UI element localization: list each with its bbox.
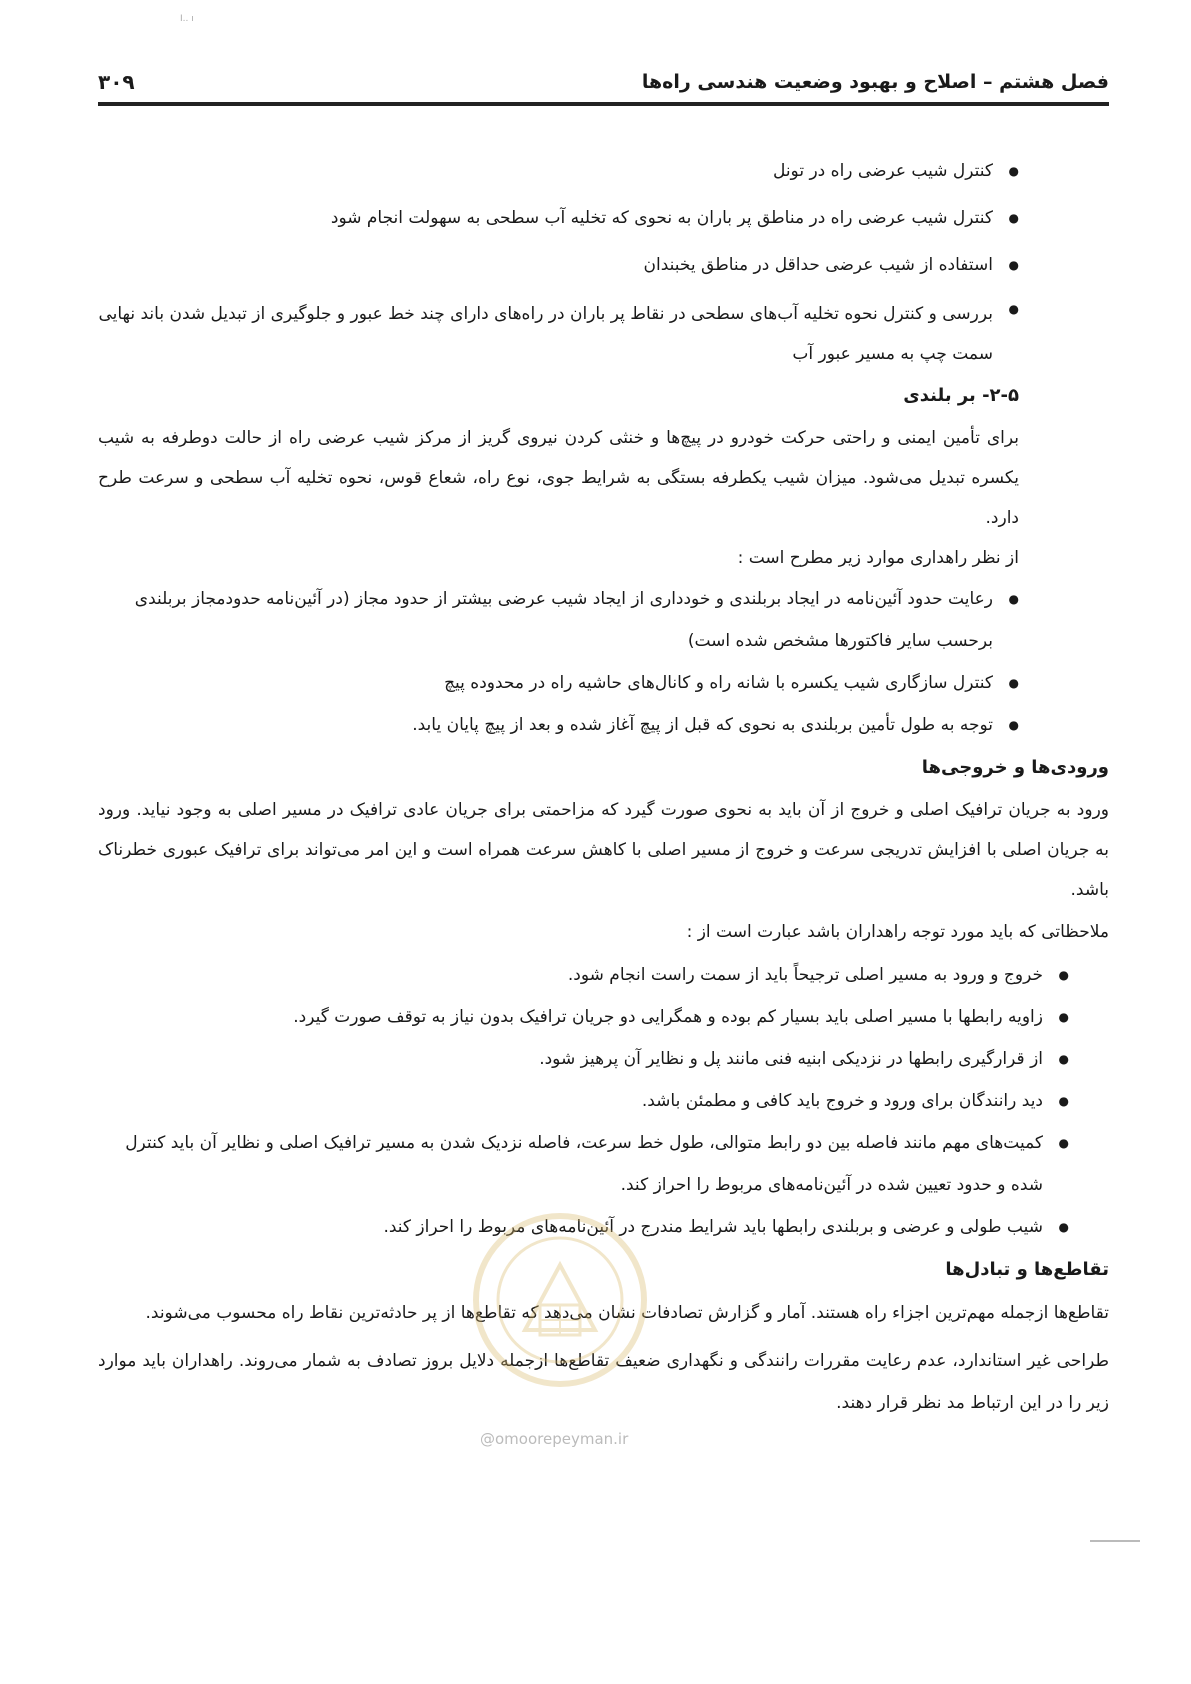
paragraph: تقاطع‌ها ازجمله مهم‌ترین اجزاء راه هستند. آمار و گزارش تصادفات نشان می‌دهد که تقاطع‌ها از پر حادثه‌ترین نقاط راه محسوب می‌شوند. [145, 1303, 1109, 1323]
page-header [98, 62, 1109, 106]
page-number: ۳۰۹ [98, 70, 135, 94]
superelevation-list [98, 578, 1019, 746]
paragraph: برای تأمین ایمنی و راحتی حرکت خودرو در پیچ‌ها و خنثی کردن نیروی گریز از مرکز شیب عرضی راه از حالت دوطرفه به شیب یکسره تبدیل می‌شود. میزان شیب یکطرفه بستگی به شرایط جوی، نوع راه، شعاع قوس، نحوه تخلیه آب سطحی و سرعت طرح دارد. [98, 428, 1019, 528]
paragraph: طراحی غیر استاندارد، عدم رعایت مقررات رانندگی و نگهداری ضعیف تقاطع‌ها ازجمله دلایل بروز تصادف به شمار می‌روند. راهداران باید موارد زیر را در این ارتباط مد نظر قرار دهند. [98, 1351, 1109, 1413]
paragraph-intro: ملاحظاتی که باید مورد توجه راهداران باشد عبارت است از : [686, 922, 1109, 942]
section-heading: ورودی‌ها و خروجی‌ها [921, 757, 1109, 778]
ramps-list [98, 954, 1069, 1248]
watermark-logo-icon [470, 1210, 650, 1390]
list-item: ● کمیت‌های مهم مانند فاصله بین دو رابط متوالی، طول خط سرعت، فاصله نزدیک شدن به مسیر ترافیک اصلی و نظایر آن باید کنترل شده و حدود تعیین شده در آئین‌نامه‌های مربوط را احراز کند. [98, 1122, 1069, 1206]
list-item: ● خروج و ورود به مسیر اصلی ترجیحاً باید از سمت راست انجام شود. [98, 954, 1069, 996]
paragraph-intro: از نظر راهداری موارد زیر مطرح است : [737, 548, 1019, 568]
scan-artifact-line [1090, 1540, 1140, 1542]
list-item: ● استفاده از شیب عرضی حداقل در مناطق یخبندان [98, 242, 1019, 289]
paragraph: ورود به جریان ترافیک اصلی و خروج از آن باید به نحوی صورت گیرد که مزاحمتی برای جریان عادی ترافیک در مسیر اصلی به وجود نیاید. ورود به جریان اصلی با افزایش تدریجی سرعت و خروج از مسیر اصلی با کاهش سرعت همراه است و این امر می‌تواند برای ترافیک عبوری خطرناک باشد. [98, 800, 1109, 900]
list-item: ● رعایت حدود آئین‌نامه در ایجاد بربلندی و خودداری از ایجاد شیب عرضی بیشتر از حدود مجاز (در آئین‌نامه حدودمجاز بربلندی برحسب سایر فاکتورها مشخص شده است) [98, 578, 1019, 662]
list-item: ● توجه به طول تأمین بربلندی به نحوی که قبل از پیچ آغاز شده و بعد از پیچ پایان یابد. [98, 704, 1019, 746]
section-heading: ۲-۵- بر بلندی [903, 385, 1019, 406]
cross-slope-list [98, 148, 1019, 374]
list-item: ● بررسی و کنترل نحوه تخلیه آب‌های سطحی در نقاط پر باران در راه‌های دارای چند خط عبور و جلوگیری از تبدیل شدن باند نهایی سمت چپ به مسیر عبور آب [98, 289, 1019, 374]
list-item: ● زاویه رابطها با مسیر اصلی باید بسیار کم بوده و همگرایی دو جریان ترافیک بدون نیاز به توقف صورت گیرد. [98, 996, 1069, 1038]
list-item: ● از قرارگیری رابطها در نزدیکی ابنیه فنی مانند پل و نظایر آن پرهیز شود. [98, 1038, 1069, 1080]
list-item: ● کنترل سازگاری شیب یکسره با شانه راه و کانال‌های حاشیه راه در محدوده پیچ [98, 662, 1019, 704]
list-item: ● شیب طولی و عرضی و بربلندی رابطها باید شرایط مندرج در آئین‌نامه‌های مربوط را احراز کند. [98, 1206, 1069, 1248]
chapter-title: فصل هشتم – اصلاح و بهبود وضعیت هندسی راه‌ها [641, 71, 1109, 93]
list-item: ● کنترل شیب عرضی راه در مناطق پر باران به نحوی که تخلیه آب سطحی به سهولت انجام شود [98, 195, 1019, 242]
list-item: ● کنترل شیب عرضی راه در تونل [98, 148, 1019, 195]
section-heading: تقاطع‌ها و تبادل‌ها [945, 1259, 1109, 1280]
scan-mark: I.. ı [180, 14, 194, 24]
list-item: ● دید رانندگان برای ورود و خروج باید کافی و مطمئن باشد. [98, 1080, 1069, 1122]
watermark-url: @omoorepeyman.ir [480, 1430, 629, 1448]
